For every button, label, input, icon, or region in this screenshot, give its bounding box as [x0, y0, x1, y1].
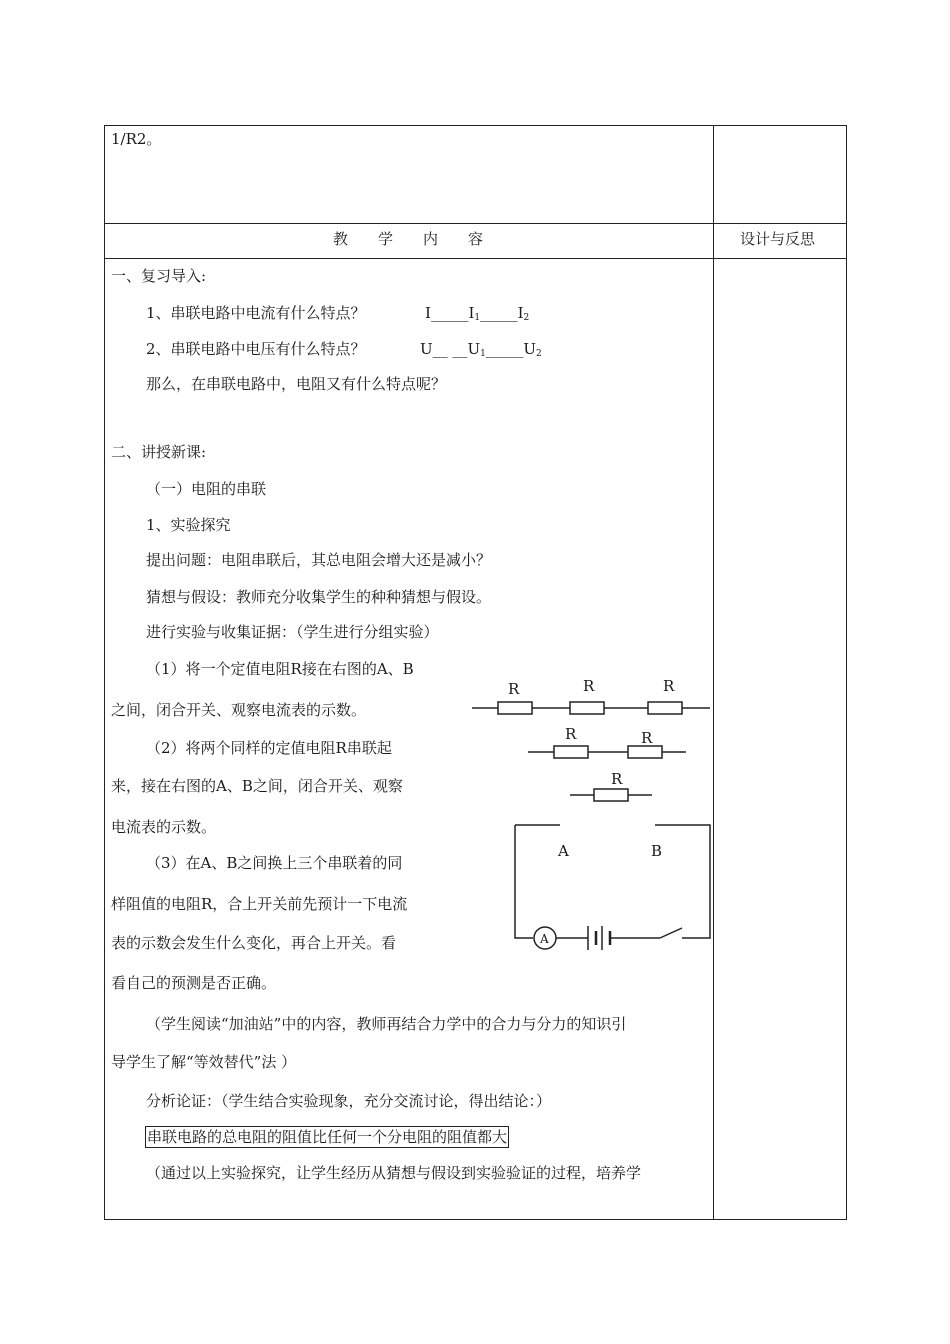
resistor-symbol	[570, 702, 604, 714]
terminal-b-label: B	[651, 842, 663, 860]
question-1-formula: $I\_\_\_\_\_I_1\_\_\_\_\_I_2$	[425, 304, 530, 323]
resistor-symbol	[628, 746, 662, 758]
table-border-top	[104, 125, 847, 126]
top-cell-text: 1/R2。	[111, 130, 162, 148]
terminal-a-label: A	[558, 842, 569, 860]
table-border-bottom	[104, 1219, 847, 1220]
switch-lever	[660, 928, 682, 938]
resistor-label: R	[663, 677, 675, 695]
table-border-right	[846, 125, 847, 1220]
last-line: （通过以上实验探究，让学生经历从猜想与假设到实验验证的过程，培养学	[146, 1164, 642, 1182]
paragraph-question: 提出问题：电阻串联后，其总电阻会增大还是减小？	[146, 551, 492, 569]
table-row-divider-2	[104, 258, 847, 259]
step2-line1: （2）将两个同样的定值电阻R串联起	[146, 739, 392, 757]
section1-title: 一、复习导入:	[111, 267, 207, 285]
content-header: 教 学 内 容	[333, 230, 484, 248]
analysis-text: 分析论证：（学生结合实验现象，充分交流讨论，得出结论：）	[146, 1092, 552, 1110]
resistor-label: R	[508, 680, 520, 698]
item-title: 1、实验探究	[146, 516, 231, 534]
conclusion-box: 串联电路的总电阻的阻值比任何一个分电阻的阻值都大	[147, 1128, 508, 1146]
resistor-label: R	[611, 770, 623, 788]
step3-line2: 样阻值的电阻R，合上开关前先预计一下电流	[111, 895, 408, 913]
wire	[515, 825, 533, 938]
ammeter-label: A	[540, 932, 549, 946]
step3-line3: 表的示数会发生什么变化，再合上开关。看	[111, 934, 397, 952]
resistor-label: R	[641, 729, 653, 747]
step2-line2: 来，接在右图的A、B之间，闭合开关、观察	[111, 777, 403, 795]
circuit-figure	[460, 660, 720, 960]
step3-line1: （3）在A、B之间换上三个串联着的同	[146, 854, 403, 872]
step1-line2: 之间，闭合开关、观察电流表的示数。	[111, 701, 367, 719]
reading-line1: （学生阅读“加油站”中的内容，教师再结合力学中的合力与分力的知识引	[146, 1015, 627, 1033]
resistor-symbol	[554, 746, 588, 758]
subsection-title: （一）电阻的串联	[146, 480, 267, 498]
paragraph-hypothesis: 猜想与假设：教师充分收集学生的种种猜想与假设。	[146, 588, 492, 606]
section2-title: 二、讲授新课:	[111, 443, 207, 461]
resistor-symbol	[648, 702, 682, 714]
step2-line3: 电流表的示数。	[111, 818, 217, 836]
question-3: 那么，在串联电路中，电阻又有什么特点呢？	[146, 375, 447, 393]
resistor-label: R	[583, 677, 595, 695]
step1-line1: （1）将一个定值电阻R接在右图的A、B	[146, 660, 414, 678]
reading-line2: 导学生了解“等效替代”法 ）	[111, 1053, 297, 1071]
paragraph-experiment: 进行实验与收集证据：（学生进行分组实验）	[146, 623, 439, 641]
question-1: 1、串联电路中电流有什么特点？	[146, 304, 366, 322]
design-header: 设计与反思	[740, 230, 816, 248]
resistor-symbol	[498, 702, 532, 714]
resistor-symbol	[594, 789, 628, 801]
table-row-divider-1	[104, 223, 847, 224]
wire	[655, 825, 710, 938]
question-2-formula: U__ $\_\_U_1\_\_\_\_\_U_2$	[420, 340, 542, 359]
step3-line4: 看自己的预测是否正确。	[111, 974, 277, 992]
table-border-left	[104, 125, 105, 1220]
question-2: 2、串联电路中电压有什么特点？	[146, 340, 366, 358]
resistor-label: R	[565, 725, 577, 743]
